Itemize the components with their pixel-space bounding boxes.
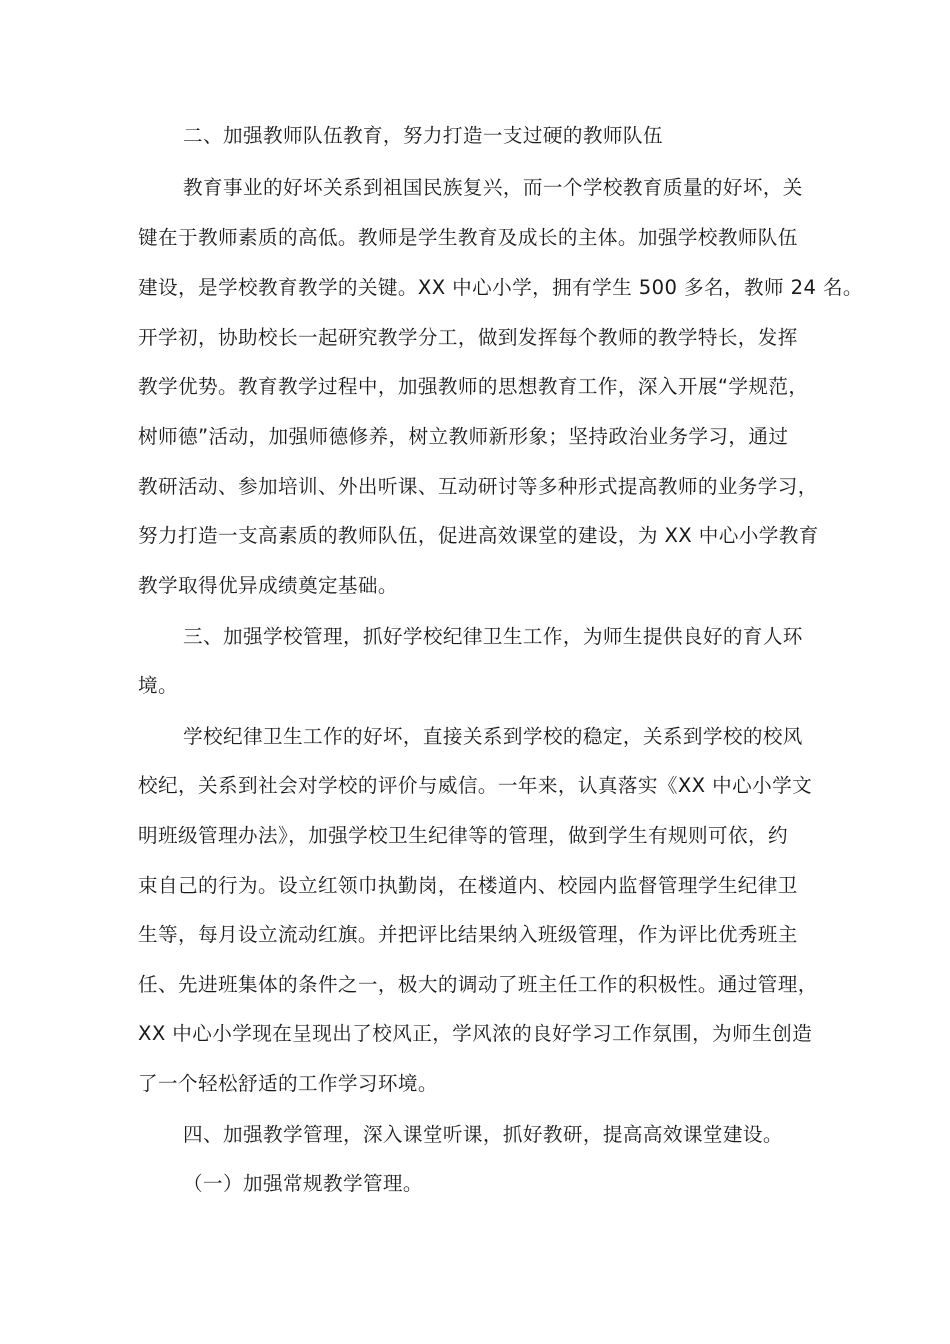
paragraph-line: 束自己的行为。设立红领巾执勤岗，在楼道内、校园内监督管理学生纪律卫 [138, 874, 798, 897]
paragraph-line: 键在于教师素质的高低。教师是学生教育及成长的主体。加强学校教师队伍 [138, 226, 798, 249]
paragraph-line: 生等，每月设立流动红旗。并把评比结果纳入班级管理，作为评比优秀班主 [138, 923, 798, 946]
paragraph-line: 开学初，协助校长一起研究教学分工，做到发挥每个教师的教学特长，发挥 [138, 326, 798, 349]
section-4-subheading: （一）加强常规教学管理。 [183, 1172, 423, 1195]
paragraph-line: 校纪，关系到社会对学校的评价与威信。一年来，认真落实《XX 中心小学文 [138, 774, 813, 797]
paragraph-line: 努力打造一支高素质的教师队伍，促进高效课堂的建设，为 XX 中心小学教育 [138, 524, 819, 547]
paragraph-line: 教学取得优异成绩奠定基础。 [138, 574, 398, 597]
paragraph-line: 树师德”活动，加强师德修养，树立教师新形象；坚持政治业务学习，通过 [138, 425, 789, 448]
paragraph-line: 了一个轻松舒适的工作学习环境。 [138, 1072, 438, 1095]
paragraph-line: 建设，是学校教育教学的关键。XX 中心小学，拥有学生 500 多名，教师 24 名。 [138, 276, 863, 299]
section-2-heading: 二、加强教师队伍教育，努力打造一支过硬的教师队伍 [183, 124, 663, 147]
paragraph-line: 教学优势。教育教学过程中，加强教师的思想教育工作，深入开展“学规范， [138, 375, 809, 398]
section-3-heading: 三、加强学校管理，抓好学校纪律卫生工作，为师生提供良好的育人环 [183, 625, 803, 648]
section-4-heading: 四、加强教学管理，深入课堂听课，抓好教研，提高高效课堂建设。 [183, 1123, 783, 1146]
paragraph-line: 学校纪律卫生工作的好坏，直接关系到学校的稳定，关系到学校的校风 [183, 725, 803, 748]
section-3-heading-continued: 境。 [138, 674, 178, 697]
paragraph-line: 明班级管理办法》，加强学校卫生纪律等的管理，做到学生有规则可依，约 [138, 824, 788, 847]
paragraph-line: 教育事业的好坏关系到祖国民族复兴，而一个学校教育质量的好坏，关 [183, 176, 803, 199]
paragraph-line: 任、先进班集体的条件之一，极大的调动了班主任工作的积极性。通过管理， [138, 973, 818, 996]
paragraph-line: XX 中心小学现在呈现出了校风正，学风浓的良好学习工作氛围，为师生创造 [138, 1022, 813, 1045]
paragraph-line: 教研活动、参加培训、外出听课、互动研讨等多种形式提高教师的业务学习， [138, 475, 818, 498]
